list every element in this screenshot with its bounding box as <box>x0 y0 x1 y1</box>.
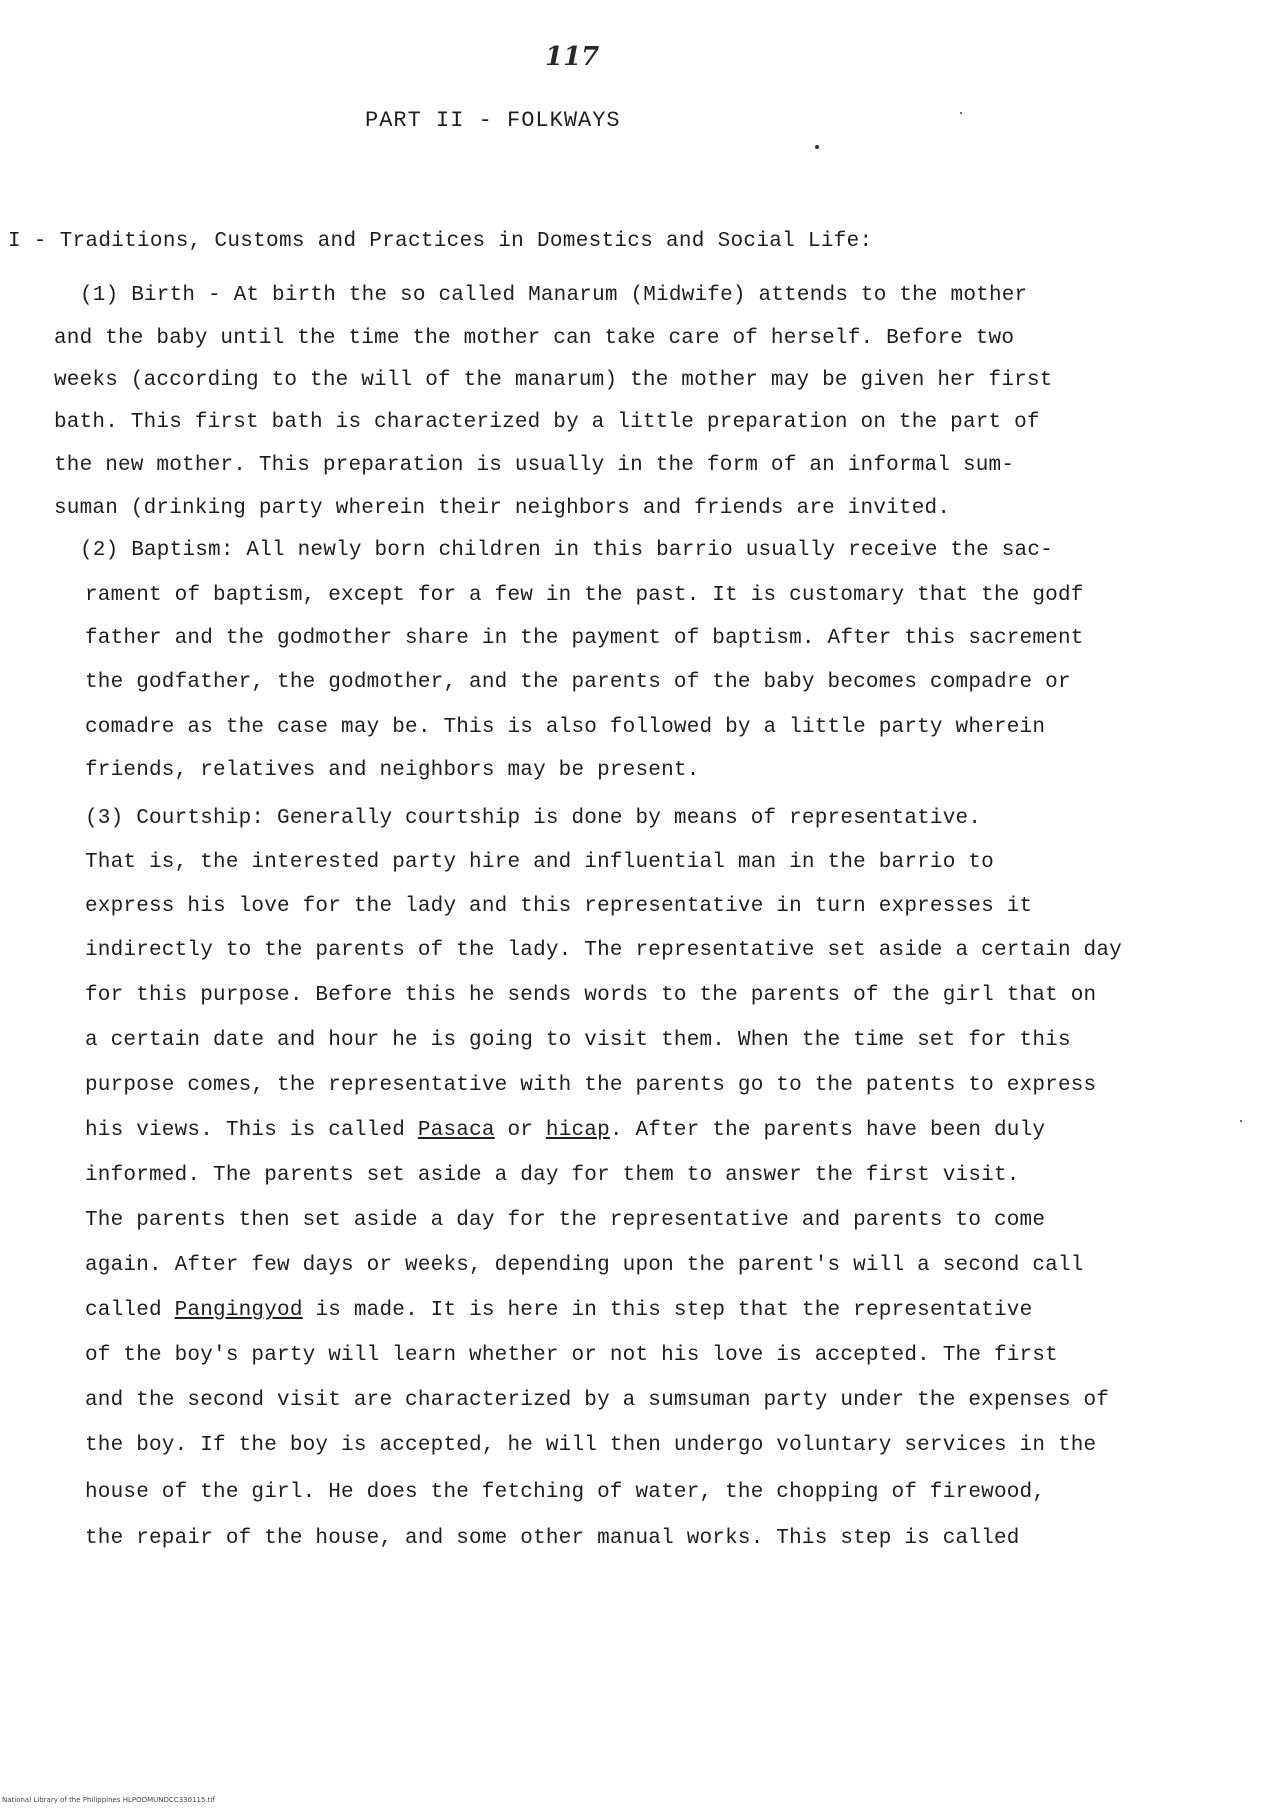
text-line: indirectly to the parents of the lady. The representative set aside a certain day <box>85 939 1122 962</box>
text-line-with-terms <box>85 1120 1045 1141</box>
part-title: PART II - FOLKWAYS <box>365 108 621 133</box>
text-segment: or <box>494 1119 546 1142</box>
text-line: express his love for the lady and this representative in turn expresses it <box>85 895 1033 918</box>
text-line: (3) Courtship: Generally courtship is done by means of representative. <box>85 807 982 830</box>
underlined-term-hicap: hicap <box>545 1119 610 1142</box>
text-line: friends, relatives and neighbors may be present. <box>85 759 700 782</box>
text-line: of the boy's party will learn whether or not his love is accepted. The first <box>85 1344 1058 1367</box>
text-line: the new mother. This preparation is usually in the form of an informal sum- <box>54 454 1015 477</box>
text-line: rament of baptism, except for a few in the past. It is customary that the godf <box>85 584 1084 607</box>
page-number: 117 <box>545 42 600 72</box>
text-line: for this purpose. Before this he sends words to the parents of the girl that on <box>85 984 1097 1007</box>
text-line: again. After few days or weeks, depending upon the parent's will a second call <box>85 1254 1084 1277</box>
text-line: and the baby until the time the mother can take care of herself. Before two <box>54 327 1015 350</box>
footer-source: National Library of the Philippines HLPOOMUNDCC330115.tif <box>2 1796 215 1804</box>
text-line: the boy. If the boy is accepted, he will then undergo voluntary services in the <box>85 1434 1097 1457</box>
text-line: and the second visit are characterized by a sumsuman party under the expenses of <box>85 1389 1110 1412</box>
text-line: a certain date and hour he is going to visit them. When the time set for this <box>85 1029 1071 1052</box>
text-line: father and the godmother share in the payment of baptism. After this sacrement <box>85 627 1084 650</box>
scan-speck <box>1240 1120 1242 1122</box>
text-line: suman (drinking party wherein their neighbors and friends are invited. <box>54 497 951 520</box>
text-line: bath. This first bath is characterized by a little preparation on the part of <box>54 411 1040 434</box>
text-line: weeks (according to the will of the manarum) the mother may be given her first <box>54 369 1053 392</box>
text-line: comadre as the case may be. This is also followed by a little party wherein <box>85 716 1046 739</box>
text-line: (1) Birth - At birth the so called Manarum (Midwife) attends to the mother <box>80 284 1028 307</box>
section-heading: I - Traditions, Customs and Practices in Domestics and Social Life: <box>8 230 873 253</box>
text-line: purpose comes, the representative with the parents go to the patents to express <box>85 1074 1097 1097</box>
text-line: The parents then set aside a day for the representative and parents to come <box>85 1209 1046 1232</box>
text-segment: called <box>85 1299 175 1322</box>
scan-speck <box>960 112 962 114</box>
text-segment: is made. It is here in this step that the representative <box>302 1299 1033 1322</box>
text-line: the godfather, the godmother, and the parents of the baby becomes compadre or <box>85 671 1071 694</box>
scan-speck <box>815 145 819 149</box>
text-segment: his views. This is called <box>85 1119 418 1142</box>
text-segment: . After the parents have been duly <box>609 1119 1046 1142</box>
text-line: informed. The parents set aside a day for them to answer the first visit. <box>85 1164 1020 1187</box>
text-line: That is, the interested party hire and influential man in the barrio to <box>85 851 994 874</box>
text-line: house of the girl. He does the fetching of water, the chopping of firewood, <box>85 1481 1046 1504</box>
text-line-with-terms <box>85 1300 1032 1321</box>
text-line: (2) Baptism: All newly born children in this barrio usually receive the sac- <box>80 539 1053 562</box>
text-line: the repair of the house, and some other manual works. This step is called <box>85 1527 1020 1550</box>
underlined-term-pasaca: Pasaca <box>417 1119 495 1142</box>
underlined-term-pangingyod: Pangingyod <box>174 1299 303 1322</box>
